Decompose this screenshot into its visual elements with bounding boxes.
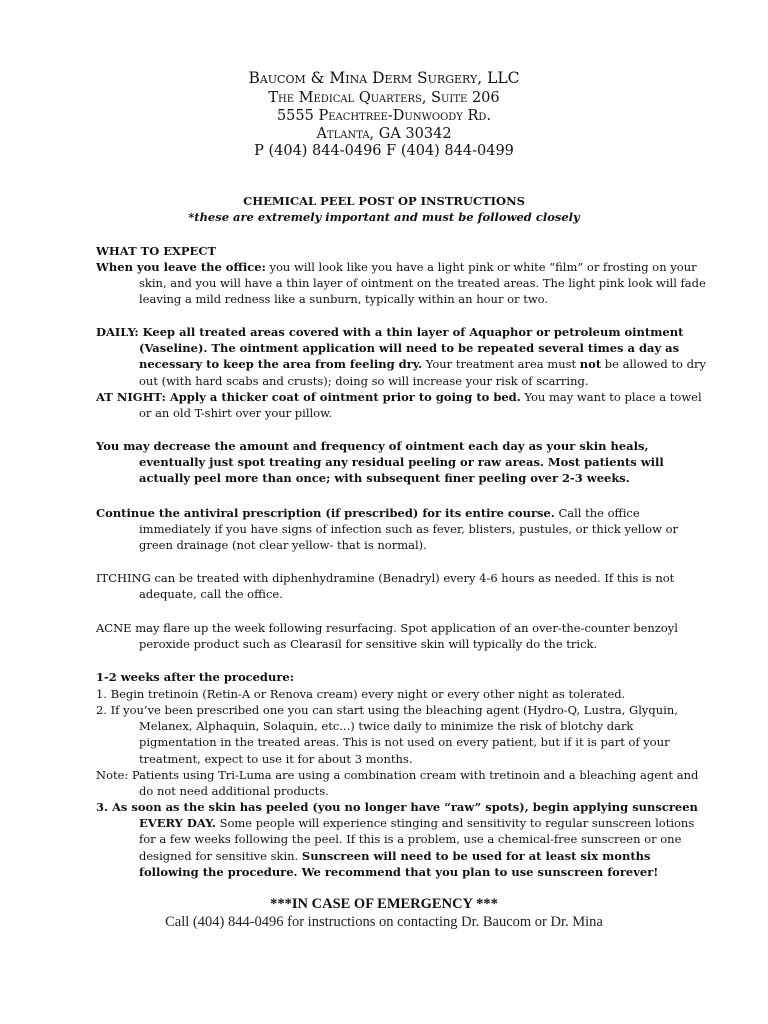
suite-line: The Medical Quarters, Suite 206 — [268, 90, 500, 106]
acne-paragraph: ACNE may flare up the week following resurfacing. Spot application of an over-the-counter benzoyl peroxide product such as Clearasil for sensitive skin will typically do the trick. — [96, 621, 678, 652]
emergency-call-line: Call (404) 844-0496 for instructions on contacting Dr. Baucom or Dr. Mina — [165, 914, 603, 930]
daily-text-b: be allowed to dry out (with hard scabs and crusts); doing so will increase your risk of scarring. — [139, 357, 706, 388]
weeks-item-1: 1. Begin tretinoin (Retin-A or Renova cream) every night or every other night as tolerated. — [96, 687, 626, 701]
practice-name: Baucom & Mina Derm Surgery, LLC — [248, 69, 520, 87]
weeks-heading: 1-2 weeks after the procedure: — [96, 670, 294, 684]
what-to-expect-text: you will look like you have a light pink or white “film” or frosting on your skin, and you will have a thin layer of ointment on the treated areas. The light pink look will fade leaving a mild redness like a sunburn, typically within an hour or two. — [139, 260, 706, 307]
weeks-item-3-text: Some people will experience stinging and sensitivity to regular sunscreen lotions for a few weeks following the peel. If this is a problem, use a chemical-free sunscreen or one designed for sensitive skin. — [139, 816, 695, 863]
daily-lead: DAILY: Keep all treated areas covered with a thin layer of Aquaphor or petroleum ointment (Vaseline). The ointment application will need to be repeated several times a day as necessary to keep the area from feeling dry. — [96, 325, 684, 372]
street-line: 5555 Peachtree-Dunwoody Rd. — [276, 108, 492, 124]
weeks-item-2: 2. If you’ve been prescribed one you can start using the bleaching agent (Hydro-Q, Lustra, Glyquin, Melanex, Alphaquin, Solaquin, etc...) twice daily to minimize the risk of blotchy dark pigmentation in the treated areas. This is not used on every patient, but if it is part of your treatment, expect to use it for about 3 months. — [96, 703, 678, 766]
document-title: CHEMICAL PEEL POST OP INSTRUCTIONS — [243, 194, 525, 208]
decrease-paragraph: You may decrease the amount and frequency of ointment each day as your skin heals, eventually just spot treating any residual peeling or raw areas. Most patients will actually peel more than once; with subsequent finer peeling over 2-3 weeks. — [96, 439, 664, 486]
night-lead: AT NIGHT: Apply a thicker coat of ointment prior to going to bed. — [96, 390, 521, 404]
daily-text-a: Your treatment area must — [422, 357, 580, 372]
what-to-expect-heading: WHAT TO EXPECT — [96, 244, 217, 258]
what-to-expect-paragraph — [96, 259, 709, 308]
night-text: You may want to place a towel or an old T-shirt over your pillow. — [139, 390, 702, 421]
weeks-item-3-lead: 3. As soon as the skin has peeled (you no longer have “raw” spots), begin applying sunscreen EVERY DAY. — [96, 800, 698, 831]
weeks-note: Note: Patients using Tri-Luma are using a combination cream with tretinoin and a bleaching agent and do not need additional products. — [96, 768, 699, 799]
antiviral-text: Call the office immediately if you have signs of infection such as fever, blisters, pustules, or thick yellow or green drainage (not clear yellow- that is normal). — [139, 506, 678, 553]
weeks-item-3-tail: Sunscreen will need to be used for at least six months following the procedure. We recommend that you plan to use sunscreen forever! — [139, 848, 659, 879]
antiviral-paragraph — [96, 505, 709, 554]
night-paragraph — [96, 389, 709, 421]
emergency-heading: ***IN CASE OF EMERGENCY *** — [270, 896, 498, 912]
what-to-expect-lead: When you leave the office: — [96, 260, 266, 274]
weeks-item-3 — [96, 799, 709, 880]
antiviral-lead: Continue the antiviral prescription (if prescribed) for its entire course. — [96, 506, 555, 520]
document-subtitle: *these are extremely important and must be followed closely — [188, 210, 580, 224]
daily-paragraph — [96, 324, 709, 389]
phone-fax-line: P (404) 844-0496 F (404) 844-0499 — [254, 143, 514, 159]
city-line: Atlanta, GA 30342 — [316, 126, 452, 142]
itching-paragraph: ITCHING can be treated with diphenhydramine (Benadryl) every 4-6 hours as needed. If this is not adequate, call the office. — [96, 571, 675, 602]
daily-not-word: not — [579, 357, 602, 372]
